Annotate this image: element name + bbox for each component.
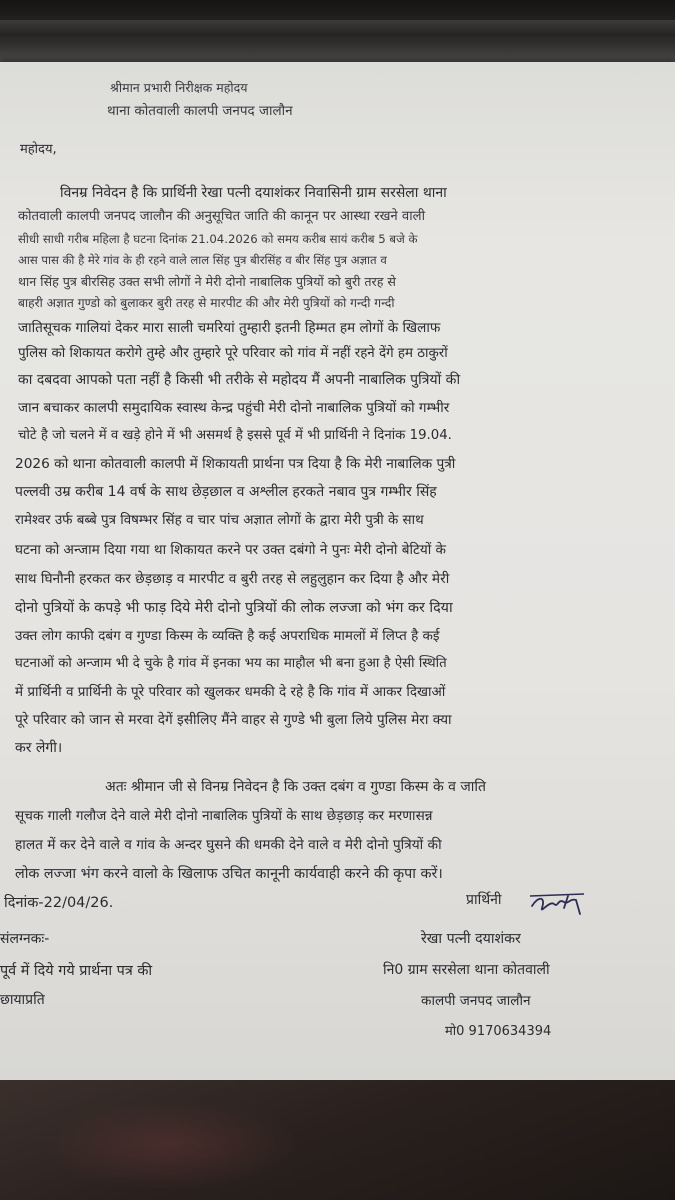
sender-mobile: मो0 9170634394 (445, 1024, 552, 1039)
body-line: जान बचाकर कालपी समुदायिक स्वास्थ केन्द्र पहुंची मेरी दोनो नाबालिक पुत्रियों को गम्भीर (18, 400, 450, 416)
sender-address-2: कालपी जनपद जालौन (421, 993, 531, 1009)
signature-image (528, 888, 588, 922)
body-line: सीधी साधी गरीब महिला है घटना दिनांक 21.04.2026 को समय करीब सायं करीब 5 बजे के (18, 232, 418, 246)
body-line: रामेश्वर उर्फ बब्बे पुत्र विषम्भर सिंह व चार पांच अज्ञात लोगों के द्वारा मेरी पुत्री के साथ (15, 513, 424, 528)
body-line: विनम्र निवेदन है कि प्रार्थिनी रेखा पत्नी दयाशंकर निवासिनी ग्राम सरसेला थाना (60, 185, 447, 201)
body-line: का दबदवा आपको पता नहीं है किसी भी तरीके से महोदय मैं अपनी नाबालिक पुत्रियों की (18, 372, 461, 388)
body-line: में प्रार्थिनी व प्रार्थिनी के पूरे परिवार को खुलकर धमकी दे रहे है कि गांव में आकर दिखाओं (15, 684, 446, 700)
salutation: महोदय, (20, 142, 57, 157)
body-line: थान सिंह पुत्र बीरसिह उक्त सभी लोगों ने मेरी दोनो नाबालिक पुत्रियों को बुरी तरह से (18, 274, 396, 289)
body-line: कोतवाली कालपी जनपद जालौन की अनुसूचित जाति की कानून पर आस्था रखने वाली (18, 209, 426, 224)
request-line: अतः श्रीमान जी से विनम्र निवेदन है कि उक्त दबंग व गुण्डा किस्म के व जाति (105, 779, 487, 795)
request-line: लोक लज्जा भंग करने वालो के खिलाफ उचित कानूनी कार्यवाही करने की कृपा करें। (15, 866, 443, 882)
body-line: पुलिस को शिकायत करोगे तुम्हे और तुम्हारे पूरे परिवार को गांव में नहीं रहने देंगे हम ठाकुरों (18, 346, 448, 361)
body-line: साथ घिनौनी हरकत कर छेड़छाड़ व मारपीट व बुरी तरह से लहुलुहान कर दिया है और मेरी (15, 571, 450, 587)
sender-name: रेखा पत्नी दयाशंकर (421, 931, 521, 947)
body-line: चोटे है जो चलने में व खड़े होने में भी असमर्थ है इससे पूर्व में भी प्रार्थिनी ने दिनांक 19.04. (18, 428, 452, 443)
attachment-heading: संलग्नकः- (0, 931, 50, 947)
body-line: दोनो पुत्रियों के कपड़े भी फाड़ दिये मेरी दोनो पुत्रियों की लोक लज्जा को भंग कर दिया (15, 600, 453, 616)
body-line: आस पास की है मेरे गांव के ही रहने वाले लाल सिंह पुत्र बीरसिंह व बीर सिंह पुत्र अज्ञात व (18, 253, 387, 267)
background-fabric-fold (40, 1100, 300, 1190)
body-line: उक्त लोग काफी दबंग व गुण्डा किस्म के व्यक्ति है कई अपराधिक मामलों में लिप्त है कई (15, 628, 440, 644)
sender-address-1: नि0 ग्राम सरसेला थाना कोतवाली (383, 962, 550, 978)
attachment-line-2: छायाप्रति (0, 992, 45, 1008)
addressee-line-2: थाना कोतवाली कालपी जनपद जालौन (107, 103, 293, 119)
date-line: दिनांक-22/04/26. (4, 895, 114, 911)
body-line: घटनाओं को अन्जाम भी दे चुके है गांव में इनका भय का माहौल भी बना हुआ है ऐसी स्थिति (15, 656, 447, 671)
body-line: जातिसूचक गालियां देकर मारा साली चमरियां तुम्हारी इतनी हिम्मत हम लोगों के खिलाफ (18, 320, 441, 336)
request-line: सूचक गाली गलौज देने वाले मेरी दोनो नाबालिक पुत्रियों के साथ छेड़छाड़ कर मरणासन्न (15, 808, 433, 824)
body-line: बाहरी अज्ञात गुण्डो को बुलाकर बुरी तरह से मारपीट की और मेरी पुत्रियों को गन्दी गन्दी (18, 296, 395, 310)
applicant-label: प्रार्थिनी (466, 892, 502, 908)
body-line: पूरे परिवार को जान से मरवा देगें इसीलिए मैंने वाहर से गुण्डे भी बुला लिये पुलिस मेरा क्या (15, 712, 452, 728)
addressee-line-1: श्रीमान प्रभारी निरीक्षक महोदय (110, 80, 248, 95)
body-line: कर लेगी। (15, 740, 63, 756)
background-strip (0, 20, 675, 36)
attachment-line-1: पूर्व में दिये गये प्रार्थना पत्र की (0, 963, 153, 979)
body-line: पल्लवी उम्र करीब 14 वर्ष के साथ छेड़छाल व अश्लील हरकते नबाव पुत्र गम्भीर सिंह (15, 484, 437, 500)
request-line: हालत में कर देने वाले व गांव के अन्दर घुसने की धमकी देने वाले व मेरी दोनो पुत्रियों की (15, 837, 442, 853)
body-line: 2026 को थाना कोतवाली कालपी में शिकायती प्रार्थना पत्र दिया है कि मेरी नाबालिक पुत्री (15, 456, 456, 472)
body-line: घटना को अन्जाम दिया गया था शिकायत करने पर उक्त दबंगो ने पुनः मेरी दोनो बेटियों के (15, 542, 446, 558)
